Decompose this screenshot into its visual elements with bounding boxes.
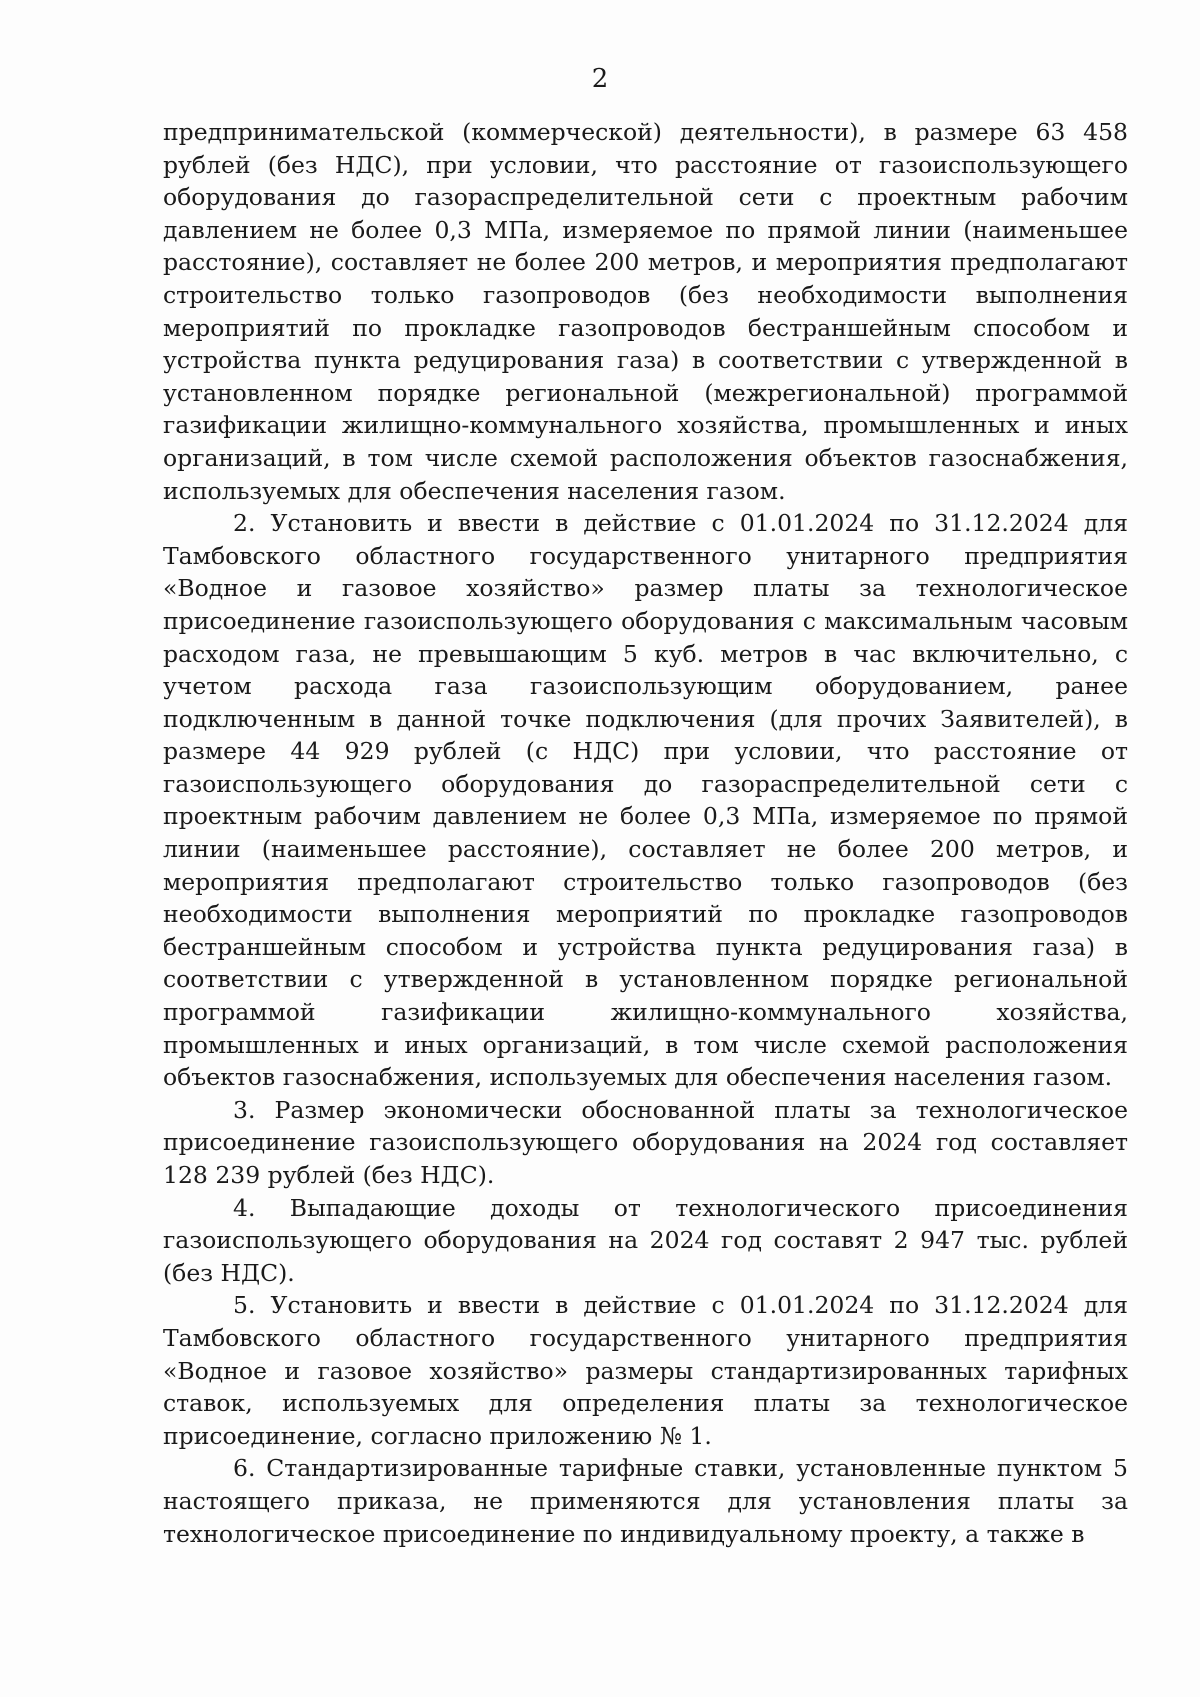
paragraph-item-3: 3. Размер экономически обоснованной платы за технологическое присоединение газоиспользующего оборудования на 2024 год составляет 128 239 рублей (без НДС). [163, 1095, 1128, 1189]
document-body [163, 116, 1128, 1550]
paragraph-item-2: 2. Установить и ввести в действие с 01.01.2024 по 31.12.2024 для Тамбовского областного государственного унитарного предприятия «Водное и газовое хозяйство» размер платы за технологическое присоединение газоиспользующего оборудования с максимальным часовым расходом газа, не превышающим 5 куб. метров в час включительно, с учетом расхода газа газоиспользующим оборудованием, ранее подключенным в данной точке подключения (для прочих Заявителей), в размере 44 929 рублей (с НДС) при условии, что расстояние от газоиспользующего оборудования до газораспределительной сети с проектным рабочим давлением не более 0,3 МПа, измеряемое по прямой линии (наименьшее расстояние), составляет не более 200 метров, и мероприятия предполагают строительство только газопроводов (без необходимости выполнения мероприятий по прокладке газопроводов бестраншейным способом и устройства пункта редуцирования газа) в соответствии с утвержденной в установленном порядке региональной программой газификации жилищно-коммунального хозяйства, промышленных и иных организаций, в том числе схемой расположения объектов газоснабжения, используемых для обеспечения населения газом. [163, 509, 1128, 1092]
page-number: 2 [591, 64, 609, 94]
paragraph-item-5: 5. Установить и ввести в действие с 01.01.2024 по 31.12.2024 для Тамбовского областного государственного унитарного предприятия «Водное и газовое хозяйство» размеры стандартизированных тарифных ставок, используемых для определения платы за технологическое присоединение, согласно приложению № 1. [163, 1291, 1128, 1450]
paragraph-item-6: 6. Стандартизированные тарифные ставки, установленные пунктом 5 настоящего приказа, не применяются для установления платы за технологическое присоединение по индивидуальному проекту, а также в [163, 1454, 1128, 1548]
paragraph-continuation: предпринимательской (коммерческой) деятельности), в размере 63 458 рублей (без НДС), при условии, что расстояние от газоиспользующего оборудования до газораспределительной сети с проектным рабочим давлением не более 0,3 МПа, измеряемое по прямой линии (наименьшее расстояние), составляет не более 200 метров, и мероприятия предполагают строительство только газопроводов (без необходимости выполнения мероприятий по прокладке газопроводов бестраншейным способом и устройства пункта редуцирования газа) в соответствии с утвержденной в установленном порядке региональной (межрегиональной) программой газификации жилищно-коммунального хозяйства, промышленных и иных организаций, в том числе схемой расположения объектов газоснабжения, используемых для обеспечения населения газом. [163, 118, 1128, 505]
paragraph-item-4: 4. Выпадающие доходы от технологического присоединения газоиспользующего оборудования на 2024 год составят 2 947 тыс. рублей (без НДС). [163, 1193, 1128, 1287]
